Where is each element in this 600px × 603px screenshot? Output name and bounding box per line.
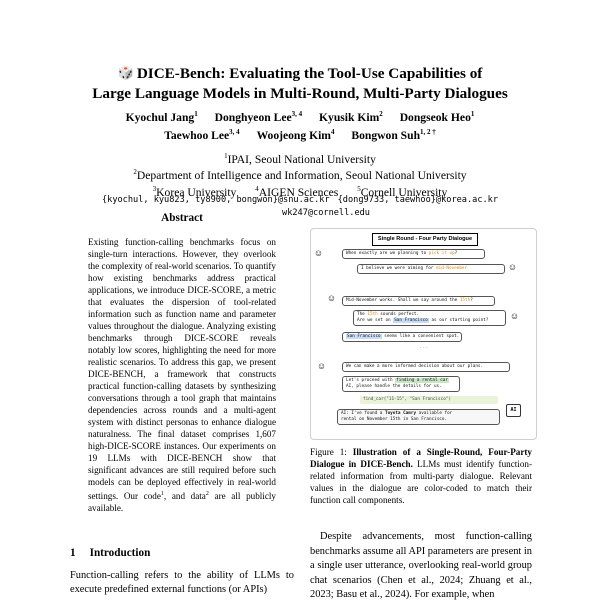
robot-icon: AI — [506, 404, 521, 417]
dialogue-message: I believe we were aiming for mid-November — [357, 264, 505, 274]
function-call: find_car("11-15", "San Francisco") — [360, 396, 498, 404]
dice-icon: 🎲 — [117, 65, 134, 80]
title-line-2: Large Language Models in Multi-Round, Multi-Party Dialogues — [92, 85, 508, 102]
paper-title — [0, 63, 600, 104]
dialogue-message: AI: I've found a Toyota Camry available for rental on November 15th in San Francisco. — [337, 409, 500, 425]
figure-caption: Figure 1: Illustration of a Single-Round, Four-Party Dialogue in DICE-Bench. LLMs must identify function-related information from multi-party dialogue. Relevant values in the dialogue are color-coded to match their function call components. — [310, 447, 532, 505]
abstract-heading: Abstract — [161, 212, 203, 224]
dialogue-message: San Francisco seems like a convenient spot. — [342, 332, 462, 342]
dialogue-message: The 15th sounds perfect. Are we set on San Francisco as our starting point? — [353, 310, 506, 326]
author: Bongwon Suh$^{1, 2 \dagger}$ — [351, 127, 436, 142]
speaker-avatar-icon: ☺ — [316, 361, 327, 371]
dialogue-message: When exactly are we planning to pick it up? — [342, 249, 485, 259]
section-heading-introduction: 1 Introduction — [70, 547, 151, 559]
title-line-1: DICE-Bench: Evaluating the Tool-Use Capabilities of — [136, 65, 483, 82]
author: Woojeong Kim$^4$ — [256, 127, 335, 142]
affiliations: $^1$IPAI, Seoul National University $^2$Department of Intelligence and Information, Seoul National University $^3$Korea University $^4$AIGEN Sciences $^5$Cornell University — [133, 152, 467, 199]
figure-panel-title: Single Round - Four Party Dialogue — [372, 233, 478, 246]
author: Dongseok Heo$^1$ — [399, 110, 475, 124]
speaker-avatar-icon: ☺ — [313, 248, 324, 258]
author-list — [0, 107, 600, 143]
author: Kyochul Jang$^1$ — [125, 110, 198, 124]
ellipsis: · · · — [420, 345, 428, 351]
abstract-body: Existing function-calling benchmarks focus on single-turn interactions. However, they overlook the complexity of real-world scenarios. To quantify how existing benchmarks address practical applications, we introduce DICE-SCORE, a metric that evaluates the dispersion of tool-related information such as function name and parameter values throughout the dialogue. Analyzing existing benchmarks through DICE-SCORE reveals notably low scores, highlighting the need for more realistic scenarios. To address this gap, we present DICE-BENCH, a framework that constructs practical function-calling datasets by synthesizing conversations through a tool graph that maintains dependencies across rounds and a multi-agent system with distinct personas to enhance dialogue naturalness. The final dataset comprises 1,607 high-DICE-SCORE instances. Our experiments on 19 LLMs with DICE-BENCH show that significant advances are still required before such models can be deployed effectively in real-world settings. Our code$^1$, and data$^2$ are all publicly available. — [88, 237, 276, 514]
dialogue-message: Let's proceed with finding a rental car AI, please handle the details for us. — [342, 376, 460, 392]
author: Taewhoo Lee$^{3, 4}$ — [164, 127, 240, 142]
speaker-avatar-icon: ☺ — [326, 293, 337, 303]
introduction-body: Function-calling refers to the ability of LLMs to execute predefined external functions (or APIs) — [70, 570, 294, 596]
author: Donghyeon Lee$^{3, 4}$ — [214, 110, 303, 124]
dialogue-message: Mid-November works. Shall we say around the 15th? — [342, 296, 495, 306]
author-emails: {kyochul, kyu823, ty8900, bongwon}@snu.ac.kr {dong9733, taewhoo}@korea.ac.kr wk247@cornell.edu — [101, 195, 499, 218]
dialogue-message: We can make a more informed decision about our plans. — [342, 362, 510, 372]
speaker-avatar-icon: ☺ — [509, 311, 520, 321]
body-paragraph: Despite advancements, most function-calling benchmarks assume all API parameters are present in a single user utterance, overlooking real-world group chat scenarios (Chen et al., 2024; Zhuang et al., 2023; Basu et al., 2024). For example, when — [310, 531, 532, 601]
author: Kyusik Kim$^2$ — [319, 110, 383, 124]
speaker-avatar-icon: ☺ — [507, 262, 518, 272]
